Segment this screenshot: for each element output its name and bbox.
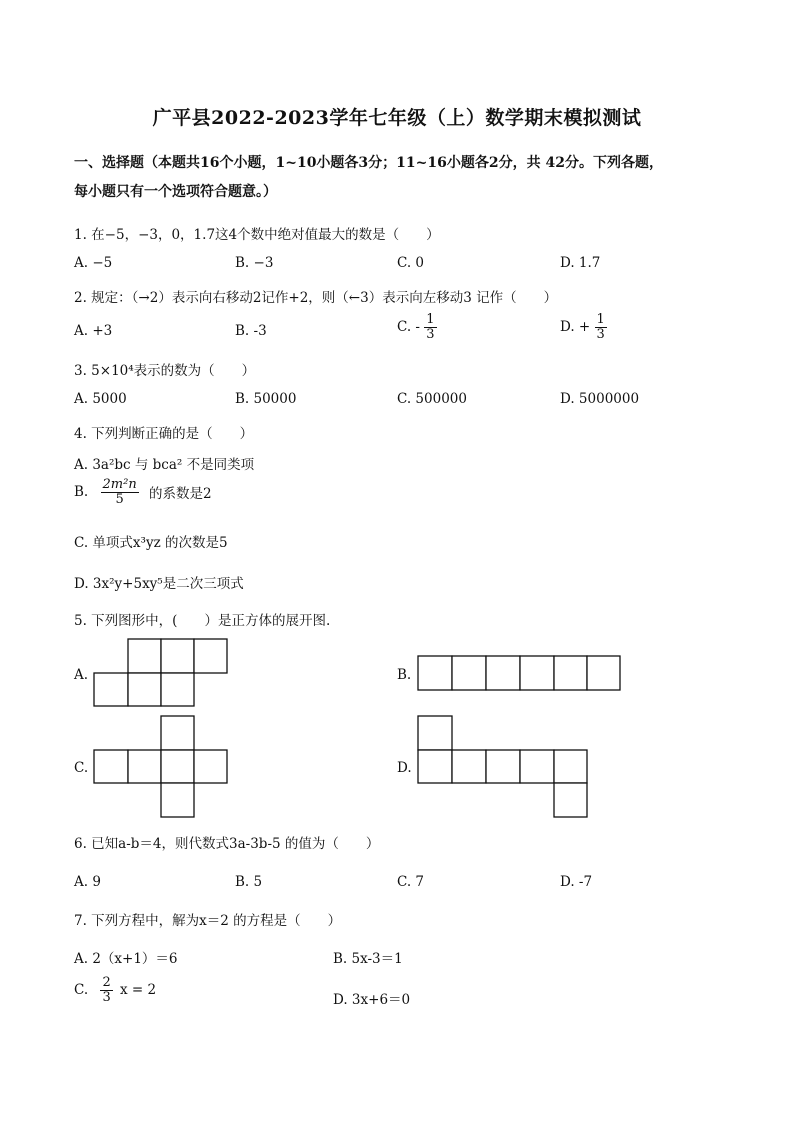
question-5-stem: 5. 下列图形中，( ）是正方体的展开图. [74,613,331,629]
net-square [452,750,486,783]
question-5-option-b-label: B. [397,667,412,683]
net-square [194,750,227,783]
net-square [94,750,128,783]
net-square [486,656,520,690]
question-6-option-c: C. 7 [397,874,425,890]
net-square [161,673,194,706]
question-1-option-c: C. 0 [397,255,425,271]
net-square [194,639,227,673]
net-square [128,673,161,706]
net-square [161,750,194,783]
net-square [520,750,554,783]
net-square [161,783,194,817]
cube-net-c-figure [92,715,232,819]
question-3-option-d: D. 5000000 [560,391,640,407]
question-7-option-b: B. 5x-3＝1 [333,951,403,967]
question-4-option-b: B. $\frac{\text{2m²n}}{5}$ 的系数是2 [74,477,212,507]
question-3-option-c: C. 500000 [397,391,467,407]
net-square [418,716,452,750]
cube-net-b-figure [416,655,622,691]
question-7-option-a: A. 2（x+1）＝6 [74,951,178,967]
question-7-stem: 7. 下列方程中，解为x＝2 的方程是（ ） [74,913,342,929]
net-square [128,639,161,673]
question-5-option-a-label: A. [74,667,89,683]
fraction-two-thirds: $\frac{2}{3}$ [102,975,111,1005]
question-6-option-d: D. -7 [560,874,593,890]
question-4-stem: 4. 下列判断正确的是（ ） [74,426,254,442]
question-4-option-a: A. 3a²bc 与 bca² 不是同类项 [74,457,255,473]
net-square [554,656,587,690]
question-3-stem: 3. 5×10⁴表示的数为（ ） [74,363,256,379]
question-6-option-b: B. 5 [235,874,263,890]
fraction-one-third: $\frac{1}{3}$ [426,312,435,342]
question-1-option-d: D. 1.7 [560,255,601,271]
question-4-option-c: C. 单项式x³yz 的次数是5 [74,535,228,551]
net-square [587,656,620,690]
fraction-2m2n-over-5: $\frac{\text{2m²n}}{5}$ [102,477,137,507]
question-3-option-a: A. 5000 [74,391,127,407]
question-4-option-d: D. 3x²y+5xy⁵是二次三项式 [74,576,244,592]
net-square [128,750,161,783]
question-5-option-c-label: C. [74,760,89,776]
net-square [554,783,587,817]
question-2-option-a: A. +3 [74,323,113,339]
question-7-option-c: C. $\frac{2}{3}$ x = 2 [74,975,157,1005]
question-1-stem: 1. 在−5，−3，0，1.7这4个数中绝对值最大的数是（ ） [74,227,440,243]
question-1-option-a: A. −5 [74,255,113,271]
section-heading-line2: 每小题只有一个选项符合题意。） [74,184,277,200]
net-square [452,656,486,690]
net-square [161,639,194,673]
net-square [94,673,128,706]
question-1-option-b: B. −3 [235,255,274,271]
cube-net-d-figure [416,715,590,819]
net-square [418,750,452,783]
question-6-option-a: A. 9 [74,874,101,890]
question-2-option-c: C. - $\frac{1}{3}$ [397,312,435,342]
net-square [418,656,452,690]
net-square [486,750,520,783]
question-7-option-d: D. 3x+6＝0 [333,992,411,1008]
question-2-option-b: B. -3 [235,323,267,339]
question-2-stem: 2. 规定：（→2）表示向右移动2记作+2，则（←3）表示向左移动3 记作（ ） [74,290,558,306]
net-square [161,716,194,750]
section-heading-line1: 一、选择题（本题共16个小题，1~10小题各3分；11~16小题各2分，共 42分。下列各题， [74,155,663,171]
cube-net-a-figure [92,638,232,708]
question-3-option-b: B. 50000 [235,391,297,407]
question-2-option-d: D. + $\frac{1}{3}$ [560,312,605,342]
net-square [520,656,554,690]
page-title: 广平县2022-2023学年七年级（上）数学期末模拟测试 [152,107,642,129]
fraction-one-third: $\frac{1}{3}$ [596,312,605,342]
question-5-option-d-label: D. [397,760,412,776]
question-6-stem: 6. 已知a-b＝4，则代数式3a-3b-5 的值为（ ） [74,836,380,852]
net-square [554,750,587,783]
